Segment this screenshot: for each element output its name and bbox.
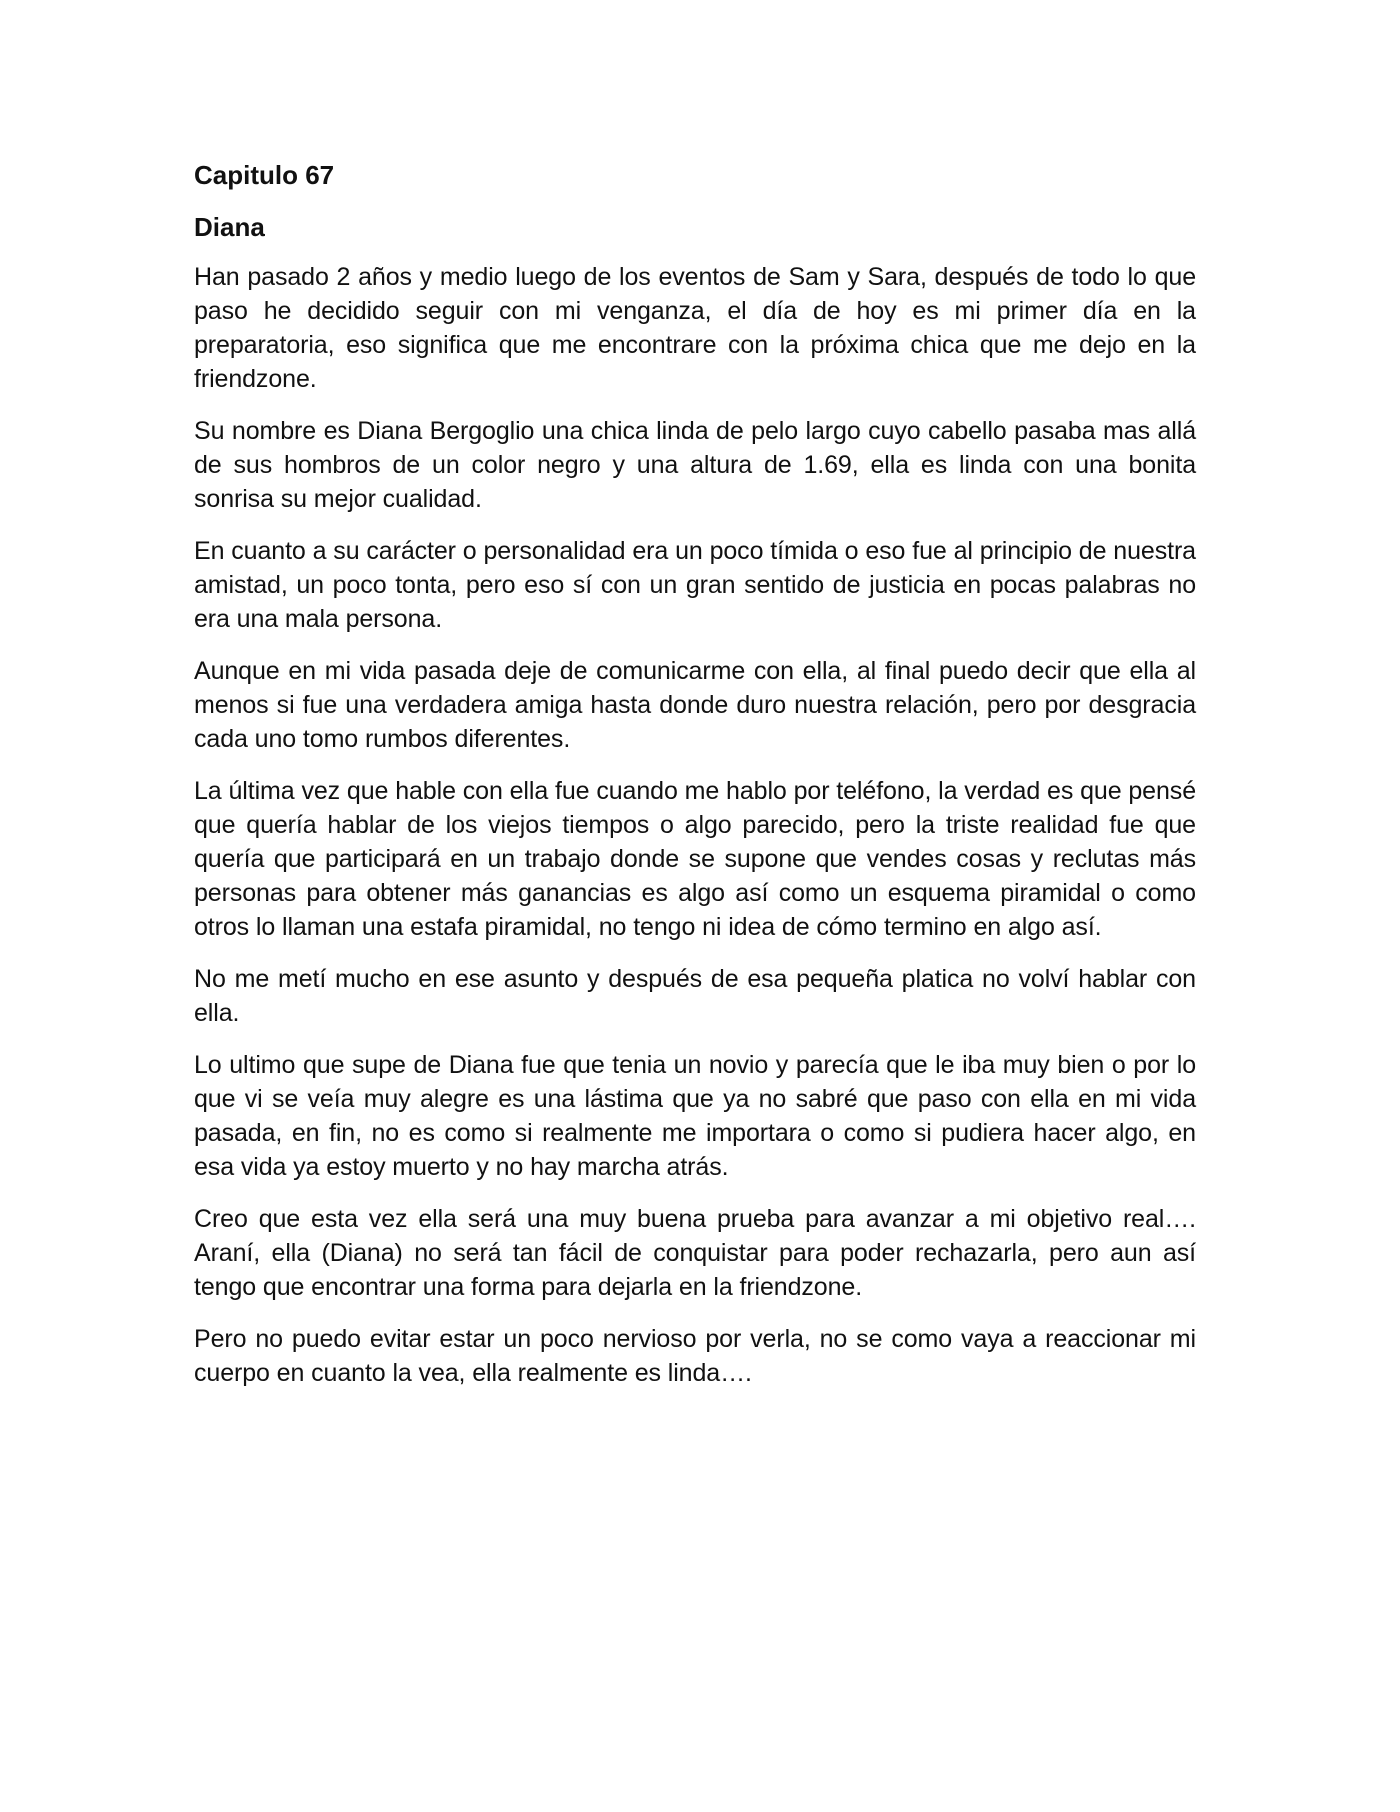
paragraph-6: No me metí mucho en ese asunto y después de esa pequeña platica no volví hablar con ella. (194, 965, 1196, 1027)
paragraph-3: En cuanto a su carácter o personalidad era un poco tímida o eso fue al principio de nuestra amistad, un poco tonta, pero eso sí con un gran sentido de justicia en pocas palabras no era una mala persona. (194, 537, 1196, 633)
paragraph-2: Su nombre es Diana Bergoglio una chica linda de pelo largo cuyo cabello pasaba mas allá de sus hombros de un color negro y una altura de 1.69, ella es linda con una bonita sonrisa su mejor cualidad. (194, 417, 1196, 513)
paragraph-1: Han pasado 2 años y medio luego de los eventos de Sam y Sara, después de todo lo que paso he decidido seguir con mi venganza, el día de hoy es mi primer día en la preparatoria, eso significa que me encontrare con la próxima chica que me dejo en la friendzone. (194, 263, 1196, 393)
paragraph-5: La última vez que hable con ella fue cuando me hablo por teléfono, la verdad es que pensé que quería hablar de los viejos tiempos o algo parecido, pero la triste realidad fue que quería que participará en un trabajo donde se supone que vendes cosas y reclutas más personas para obtener más ganancias es algo así como un esquema piramidal o como otros lo llaman una estafa piramidal, no tengo ni idea de cómo termino en algo así. (194, 777, 1196, 941)
document-page (194, 158, 1196, 1408)
section-title: Diana (194, 212, 265, 242)
paragraph-4: Aunque en mi vida pasada deje de comunicarme con ella, al final puedo decir que ella al menos si fue una verdadera amiga hasta donde duro nuestra relación, pero por desgracia cada uno tomo rumbos diferentes. (194, 657, 1196, 753)
paragraph-8: Creo que esta vez ella será una muy buena prueba para avanzar a mi objetivo real…. Araní, ella (Diana) no será tan fácil de conquistar para poder rechazarla, pero aun así tengo que encontrar una forma para dejarla en la friendzone. (194, 1205, 1196, 1301)
chapter-title: Capitulo 67 (194, 160, 335, 190)
paragraph-9: Pero no puedo evitar estar un poco nervioso por verla, no se como vaya a reaccionar mi cuerpo en cuanto la vea, ella realmente es linda…. (194, 1325, 1196, 1387)
paragraph-7: Lo ultimo que supe de Diana fue que tenia un novio y parecía que le iba muy bien o por lo que vi se veía muy alegre es una lástima que ya no sabré que paso con ella en mi vida pasada, en fin, no es como si realmente me importara o como si pudiera hacer algo, en esa vida ya estoy muerto y no hay marcha atrás. (194, 1051, 1196, 1181)
